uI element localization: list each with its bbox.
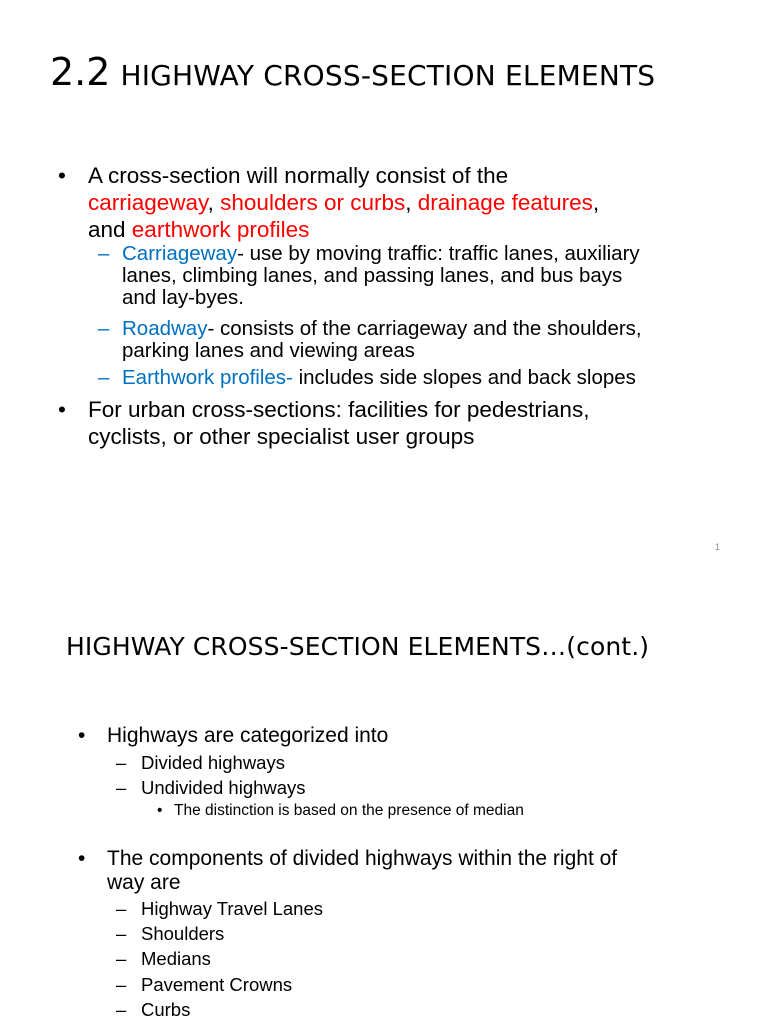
sub-line: [122, 318, 642, 340]
sub-line: parking lanes and viewing areas: [122, 339, 415, 362]
sub-line: and lay-byes.: [122, 286, 244, 309]
dash-marker: –: [116, 777, 127, 798]
dash-marker: –: [116, 999, 127, 1020]
bullet-marker: •: [78, 724, 86, 747]
dash-marker: –: [98, 317, 110, 340]
slide-2-title: HIGHWAY CROSS-SECTION ELEMENTS…(cont.): [66, 632, 650, 661]
bullet-components: [107, 847, 617, 895]
bullet-line: For urban cross-sections: facilities for pedestrians,: [88, 397, 590, 422]
bullet-marker: •: [58, 163, 66, 188]
dash-marker: –: [98, 366, 110, 389]
list-item: Medians: [141, 948, 211, 969]
list-item: The distinction is based on the presence of median: [174, 802, 524, 819]
sub-item-earthwork: [122, 367, 636, 389]
bullet-line: Highways are categorized into: [107, 724, 389, 747]
definition: - consists of the carriageway and the shoulders,: [207, 317, 642, 340]
bullet-line: way are: [107, 871, 181, 894]
dash-marker: –: [116, 898, 127, 919]
title-number: 2.2: [50, 50, 111, 94]
term-carriageway: carriageway: [88, 190, 208, 215]
list-item: Pavement Crowns: [141, 974, 293, 995]
term-earthwork: earthwork profiles: [131, 217, 310, 242]
list-item: Shoulders: [141, 923, 225, 944]
bullet-marker: •: [58, 397, 66, 422]
bullet-line: [88, 189, 599, 216]
list-item: Highway Travel Lanes: [141, 898, 324, 919]
dash-marker: –: [116, 974, 127, 995]
slide-1-title: [50, 50, 655, 94]
page-number: 1: [715, 542, 721, 552]
sub-item-roadway: [122, 318, 642, 362]
definition: includes side slopes and back slopes: [292, 366, 636, 389]
conjunction: and: [88, 217, 132, 242]
title-text: HIGHWAY CROSS-SECTION ELEMENTS: [120, 59, 656, 92]
sub-line: [122, 367, 636, 389]
sub-line: lanes, climbing lanes, and passing lanes, and bus bays: [122, 264, 623, 287]
dash-marker: –: [116, 752, 127, 773]
list-item: Curbs: [141, 999, 191, 1020]
separator: ,: [207, 190, 221, 215]
list-item: Undivided highways: [141, 777, 306, 798]
dash-marker: –: [116, 948, 127, 969]
definition: - use by moving traffic: traffic lanes, auxiliary: [237, 242, 640, 265]
bullet-line: cyclists, or other specialist user groups: [88, 424, 475, 449]
bullet-categories: [107, 724, 388, 748]
sub-item-carriageway: [122, 243, 640, 309]
list-item: Divided highways: [141, 752, 285, 773]
bullet-line: A cross-section will normally consist of the: [88, 163, 509, 188]
term-carriageway-def: Carriageway: [122, 242, 238, 265]
bullet-line: [88, 216, 599, 243]
term-roadway: Roadway: [122, 317, 208, 340]
dash-marker: –: [116, 923, 127, 944]
term-earthwork-profiles: Earthwork profiles-: [122, 366, 293, 389]
bullet-urban: [88, 396, 589, 450]
separator: ,: [592, 190, 600, 215]
dash-marker: –: [98, 242, 110, 265]
term-drainage: drainage features: [417, 190, 593, 215]
term-shoulders: shoulders or curbs: [220, 190, 406, 215]
slide-2: [0, 576, 768, 1024]
bullet-cross-section: [88, 162, 599, 243]
separator: ,: [405, 190, 418, 215]
bullet-marker: •: [78, 847, 86, 870]
bullet-line: The components of divided highways within the right of: [107, 847, 618, 870]
bullet-marker: •: [157, 802, 163, 819]
sub-line: [122, 243, 640, 265]
